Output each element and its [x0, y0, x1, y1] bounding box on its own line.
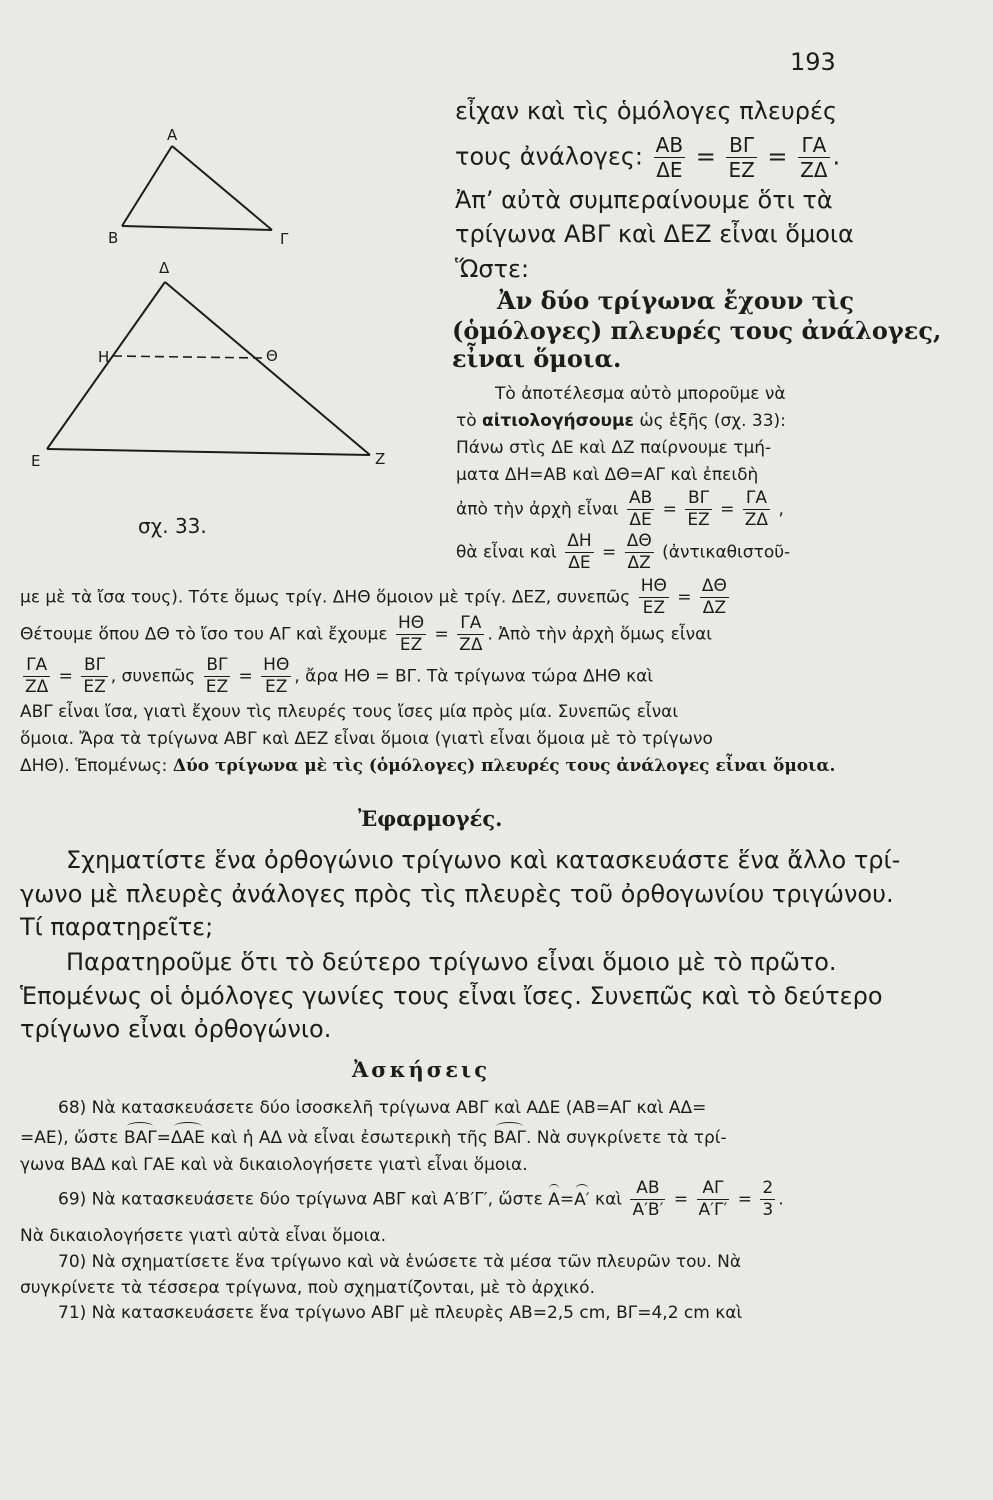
exercise-69-line-2: Νὰ δικαιολογήσετε γιατὶ αὐτὰ εἶναι ὅμοια. [20, 1226, 387, 1246]
exercise-70-line-2: συγκρίνετε τὰ τέσσερα τρίγωνα, ποὺ σχηματίζονται, μὲ τὸ ἀρχικό. [20, 1278, 595, 1298]
body-line-2: Θέτουμε ὅπου ΔΘ τὸ ἴσο του ΑΓ καὶ ἔχουμε $\frac{H\Theta}{EZ}$ = $\frac{\Gamma A}{Z\Delta}$ . Ἀπὸ τὴν ἀρχὴ ὅμως εἶναι [20, 613, 713, 655]
fraction: $\frac{H\Theta}{EZ}$ [397, 613, 425, 655]
fraction: $\frac{\Gamma A}{Z\Delta}$ [800, 133, 828, 182]
segment-ab [122, 146, 172, 226]
exercise-71-line-1: 71) Νὰ κατασκευάσετε ἕνα τρίγωνο ΑΒΓ μὲ πλευρὲς ΑΒ=2,5 cm, ΒΓ=4,2 cm καὶ [58, 1303, 743, 1323]
right-line-2: τους ἀνάλογες: $\frac{AB}{\Delta E}$ = $\frac{B\Gamma}{EZ}$ = $\frac{\Gamma A}{Z\Delta}$ . [455, 133, 841, 182]
fraction: $\frac{\Delta\Theta}{\Delta Z}$ [626, 531, 652, 573]
body-line-4: ΑΒΓ εἶναι ἴσα, γιατὶ ἔχουν τὶς πλευρές τους ἴσες μία πρὸς μία. Συνεπῶς εἶναι [20, 702, 679, 722]
body-line-6: ΔΗΘ). Ἑπομένως: Δύο τρίγωνα μὲ τὶς (ὁμόλογες) πλευρές τους ἀνάλογες εἶναι ὅμοια. [20, 756, 836, 776]
fraction: $\frac{AB}{\Delta E}$ [628, 488, 653, 530]
exercise-69-line-1: 69) Νὰ κατασκευάσετε δύο τρίγωνα ΑΒΓ καὶ Α′Β′Γ′, ὥστε Α=Α′ καὶ $\frac{AB}{A'B'}$ = $\frac{A\Gamma}{A'\Gamma'}$ = $\frac{2}{3}$ . [58, 1178, 784, 1220]
fraction: $\frac{AB}{\Delta E}$ [655, 133, 684, 182]
label-z: Ζ [375, 450, 386, 468]
figure-33 [0, 0, 400, 500]
proof-line-2: τὸ αἰτιολογήσουμε ὡς ἑξῆς (σχ. 33): [456, 411, 786, 431]
angle-a-prime: Α′ [574, 1189, 590, 1210]
fraction: $\frac{B\Gamma}{EZ}$ [205, 655, 229, 697]
app-line-1: Σχηματίστε ἕνα ὀρθογώνιο τρίγωνο καὶ κατασκευάστε ἕνα ἄλλο τρί- [66, 846, 901, 874]
label-e: Ε [31, 452, 41, 470]
app-line-3: Τί παρατηρεῖτε; [20, 913, 214, 941]
emphasis: αἰτιολογήσουμε [482, 411, 634, 431]
label-g: Γ [280, 230, 289, 248]
right-line-3: Ἀπ’ αὐτὰ συμπεραίνουμε ὅτι τὰ [455, 186, 833, 214]
segment-bg [122, 226, 272, 230]
body-line-3: $\frac{\Gamma A}{Z\Delta}$ = $\frac{B\Gamma}{EZ}$ , συνεπῶς $\frac{B\Gamma}{EZ}$ = $\frac{H\Theta}{EZ}$ , ἄρα ΗΘ = ΒΓ. Τὰ τρίγωνα τώρα ΔΗΘ καὶ [25, 655, 654, 697]
conclusion: Δύο τρίγωνα μὲ τὶς (ὁμόλογες) πλευρές τους ἀνάλογες εἶναι ὅμοια. [172, 756, 836, 776]
fraction: $\frac{\Gamma A}{Z\Delta}$ [25, 655, 49, 697]
applications-title: Ἐφαρμογές. [358, 806, 503, 831]
segment-ga [172, 146, 272, 230]
exercise-68-line-2: =ΑΕ), ὥστε ΒΑΓ=ΔΑΕ καὶ ἡ ΑΔ νὰ εἶναι ἐσωτερικὴ τῆς ΒΑΓ. Νὰ συγκρίνετε τὰ τρί- [20, 1128, 727, 1148]
body-line-1: με μὲ τὰ ἴσα τους). Τότε ὅμως τρίγ. ΔΗΘ ὅμοιον μὲ τρίγ. ΔΕΖ, συνεπῶς $\frac{H\Theta}{EZ}$ = $\frac{\Delta\Theta}{\Delta Z}$ [20, 576, 727, 618]
segment-hth [113, 356, 262, 358]
fraction: $\frac{B\Gamma}{EZ}$ [728, 133, 755, 182]
segment-ez [47, 449, 370, 455]
page-number: 193 [790, 48, 836, 76]
fraction: $\frac{2}{3}$ [762, 1178, 774, 1220]
body-line-5: ὅμοια. Ἄρα τὰ τρίγωνα ΑΒΓ καὶ ΔΕΖ εἶναι ὅμοια (γιατὶ εἶναι ὅμοια μὲ τὸ τρίγωνο [20, 729, 713, 749]
right-line-5: Ὥστε: [455, 255, 530, 283]
fraction: $\frac{A\Gamma}{A'\Gamma'}$ [698, 1178, 728, 1220]
app-line-6: τρίγωνο εἶναι ὀρθογώνιο. [20, 1015, 332, 1043]
angle-a: Α [548, 1189, 560, 1210]
app-line-2: γωνο μὲ πλευρὲς ἀνάλογες πρὸς τὶς πλευρὲς τοῦ ὀρθογωνίου τριγώνου. [20, 880, 894, 908]
proof-line-6: θὰ εἶναι καὶ $\frac{\Delta H}{\Delta E}$ = $\frac{\Delta\Theta}{\Delta Z}$ (ἀντικαθιστοῦ- [456, 531, 791, 573]
angle-bag: ΒΑΓ [123, 1128, 157, 1148]
proof-line-4: ματα ΔΗ=ΑΒ καὶ ΔΘ=ΑΓ καὶ ἐπειδὴ [456, 465, 759, 485]
theorem-line-3: εἶναι ὅμοια. [452, 344, 622, 373]
fraction: $\frac{H\Theta}{EZ}$ [640, 576, 667, 618]
exercises-title: Ἀσκήσεις [352, 1057, 490, 1082]
label-th: Θ [266, 347, 278, 365]
exercise-68-line-3: γωνα ΒΑΔ καὶ ΓΑΕ καὶ νὰ δικαιολογήσετε γιατὶ εἶναι ὅμοια. [20, 1155, 528, 1175]
theorem-line-2: (ὁμόλογες) πλευρές τους ἀνάλογες, [452, 316, 942, 345]
fraction: $\frac{\Delta H}{\Delta E}$ [567, 531, 592, 573]
exercise-70-line-1: 70) Νὰ σχηματίσετε ἕνα τρίγωνο καὶ νὰ ἑνώσετε τὰ μέσα τῶν πλευρῶν του. Νὰ [58, 1252, 742, 1272]
exercise-68-line-1: 68) Νὰ κατασκευάσετε δύο ἰσοσκελῆ τρίγωνα ΑΒΓ καὶ ΑΔΕ (ΑΒ=ΑΓ καὶ ΑΔ= [58, 1098, 707, 1118]
theorem-line-1: Ἀν δύο τρίγωνα ἔχουν τὶς [497, 286, 854, 315]
proof-line-5: ἀπὸ τὴν ἀρχὴ εἶναι $\frac{AB}{\Delta E}$ = $\frac{B\Gamma}{EZ}$ = $\frac{\Gamma A}{Z\Delta}$ , [456, 488, 784, 530]
fraction: $\frac{\Gamma A}{Z\Delta}$ [744, 488, 769, 530]
fraction: $\frac{B\Gamma}{EZ}$ [687, 488, 710, 530]
fraction: $\frac{AB}{A'B'}$ [632, 1178, 664, 1220]
fraction: $\frac{H\Theta}{EZ}$ [263, 655, 290, 697]
proof-line-1: Τὸ ἀποτέλεσμα αὐτὸ μποροῦμε νὰ [495, 384, 786, 404]
label-a: Α [167, 126, 178, 144]
angle-bag: ΒΑΓ [493, 1128, 526, 1148]
fraction: $\frac{\Delta\Theta}{\Delta Z}$ [701, 576, 727, 618]
label-b: Β [108, 229, 119, 247]
fraction: $\frac{\Gamma A}{Z\Delta}$ [459, 613, 483, 655]
figure-caption: σχ. 33. [138, 514, 207, 538]
label-d: Δ [159, 259, 170, 277]
right-line-4: τρίγωνα ΑΒΓ καὶ ΔΕΖ εἶναι ὅμοια [455, 220, 854, 248]
app-line-5: Ἑπομένως οἱ ὁμόλογες γωνίες τους εἶναι ἴσες. Συνεπῶς καὶ τὸ δεύτερο [20, 982, 883, 1010]
fraction: $\frac{B\Gamma}{EZ}$ [83, 655, 106, 697]
app-line-4: Παρατηροῦμε ὅτι τὸ δεύτερο τρίγωνο εἶναι ὅμοιο μὲ τὸ πρῶτο. [66, 948, 837, 976]
label-h: Η [98, 348, 110, 366]
segment-zd [165, 282, 370, 455]
angle-dae: ΔΑΕ [170, 1128, 205, 1148]
proof-line-3: Πάνω στὶς ΔΕ καὶ ΔΖ παίρνουμε τμή- [456, 438, 772, 458]
right-line-1: εἶχαν καὶ τὶς ὁμόλογες πλευρές [455, 97, 838, 125]
